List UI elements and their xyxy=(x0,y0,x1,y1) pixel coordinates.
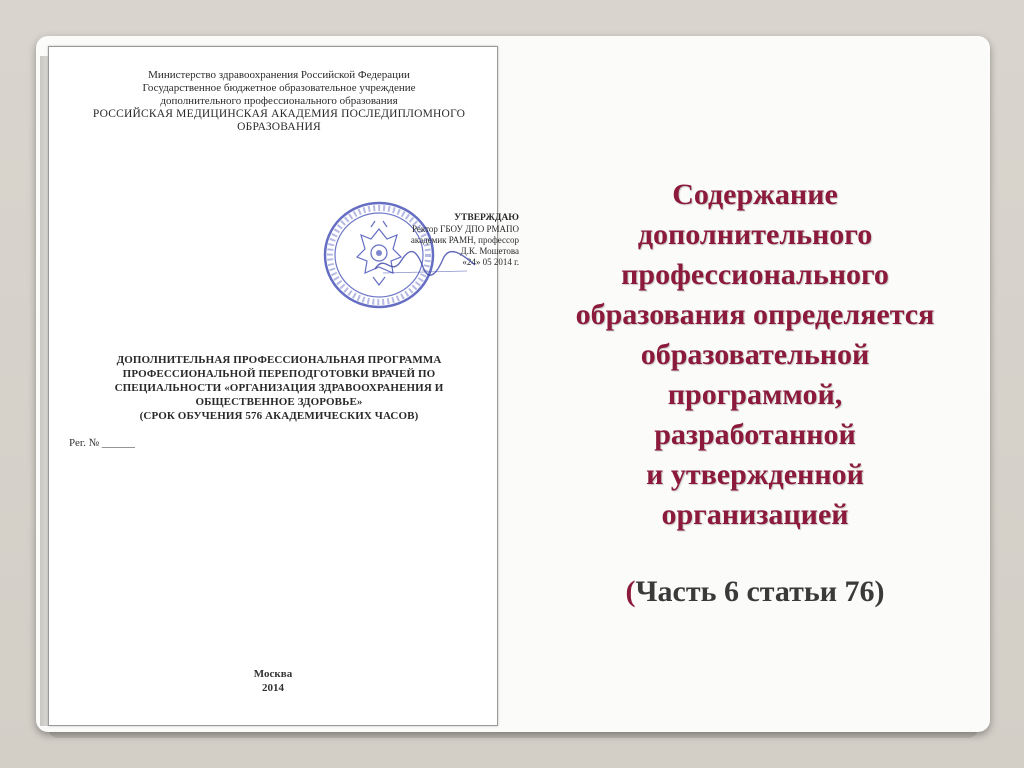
main-line-7: разработанной xyxy=(654,418,856,451)
approval-date: «24» 05 2014 г. xyxy=(462,257,519,267)
main-line-4: образования определяется xyxy=(575,298,935,331)
document-image xyxy=(48,46,519,726)
main-line-5: образовательной xyxy=(640,338,870,371)
program-line-5: (СРОК ОБУЧЕНИЯ 576 АКАДЕМИЧЕСКИХ ЧАСОВ) xyxy=(139,410,419,422)
law-reference-text: Часть 6 статьи 76) xyxy=(635,575,885,608)
main-line-9: организацией xyxy=(661,498,849,531)
slide-main-text xyxy=(520,175,990,535)
program-line-1: ДОПОЛНИТЕЛЬНАЯ ПРОФЕССИОНАЛЬНАЯ ПРОГРАММА xyxy=(116,354,442,366)
approval-line-name: Д.К. Мошетова xyxy=(460,246,519,256)
year: 2014 xyxy=(262,682,284,694)
signature xyxy=(371,247,481,279)
program-title xyxy=(89,353,469,423)
header-line-education: дополнительного профессионального образования xyxy=(160,95,398,107)
approval-line-academic: академик РАМН, профессор xyxy=(410,235,519,245)
header-line-academy-2: ОБРАЗОВАНИЯ xyxy=(237,121,321,133)
main-line-6: программой, xyxy=(667,378,843,411)
program-line-2: ПРОФЕССИОНАЛЬНОЙ ПЕРЕПОДГОТОВКИ ВРАЧЕЙ ПО xyxy=(122,368,436,380)
city-year xyxy=(223,667,323,695)
approval-title: УТВЕРЖДАЮ xyxy=(454,213,519,223)
main-line-1: Содержание xyxy=(672,178,838,211)
main-line-2: дополнительного xyxy=(637,218,873,251)
program-line-4: ОБЩЕСТВЕННОЕ ЗДОРОВЬЕ» xyxy=(195,396,363,408)
law-reference-open-paren: ( xyxy=(625,575,636,608)
city: Москва xyxy=(253,668,293,680)
law-reference xyxy=(520,574,990,610)
approval-line-rector: Ректор ГБОУ ДПО РМАПО xyxy=(411,224,519,234)
main-line-3: профессионального xyxy=(621,258,889,291)
program-line-3: СПЕЦИАЛЬНОСТИ «ОРГАНИЗАЦИЯ ЗДРАВООХРАНЕНИЯ И xyxy=(114,382,444,394)
document-header xyxy=(69,69,489,134)
registration-number: Рег. № ______ xyxy=(69,437,135,449)
header-line-ministry: Министерство здравоохранения Российской Федерации xyxy=(148,69,410,81)
header-line-institution: Государственное бюджетное образовательное учреждение xyxy=(142,82,416,94)
main-line-8: и утвержденной xyxy=(646,458,864,491)
header-line-academy: РОССИЙСКАЯ МЕДИЦИНСКАЯ АКАДЕМИЯ ПОСЛЕДИПЛОМНОГО xyxy=(92,108,466,120)
